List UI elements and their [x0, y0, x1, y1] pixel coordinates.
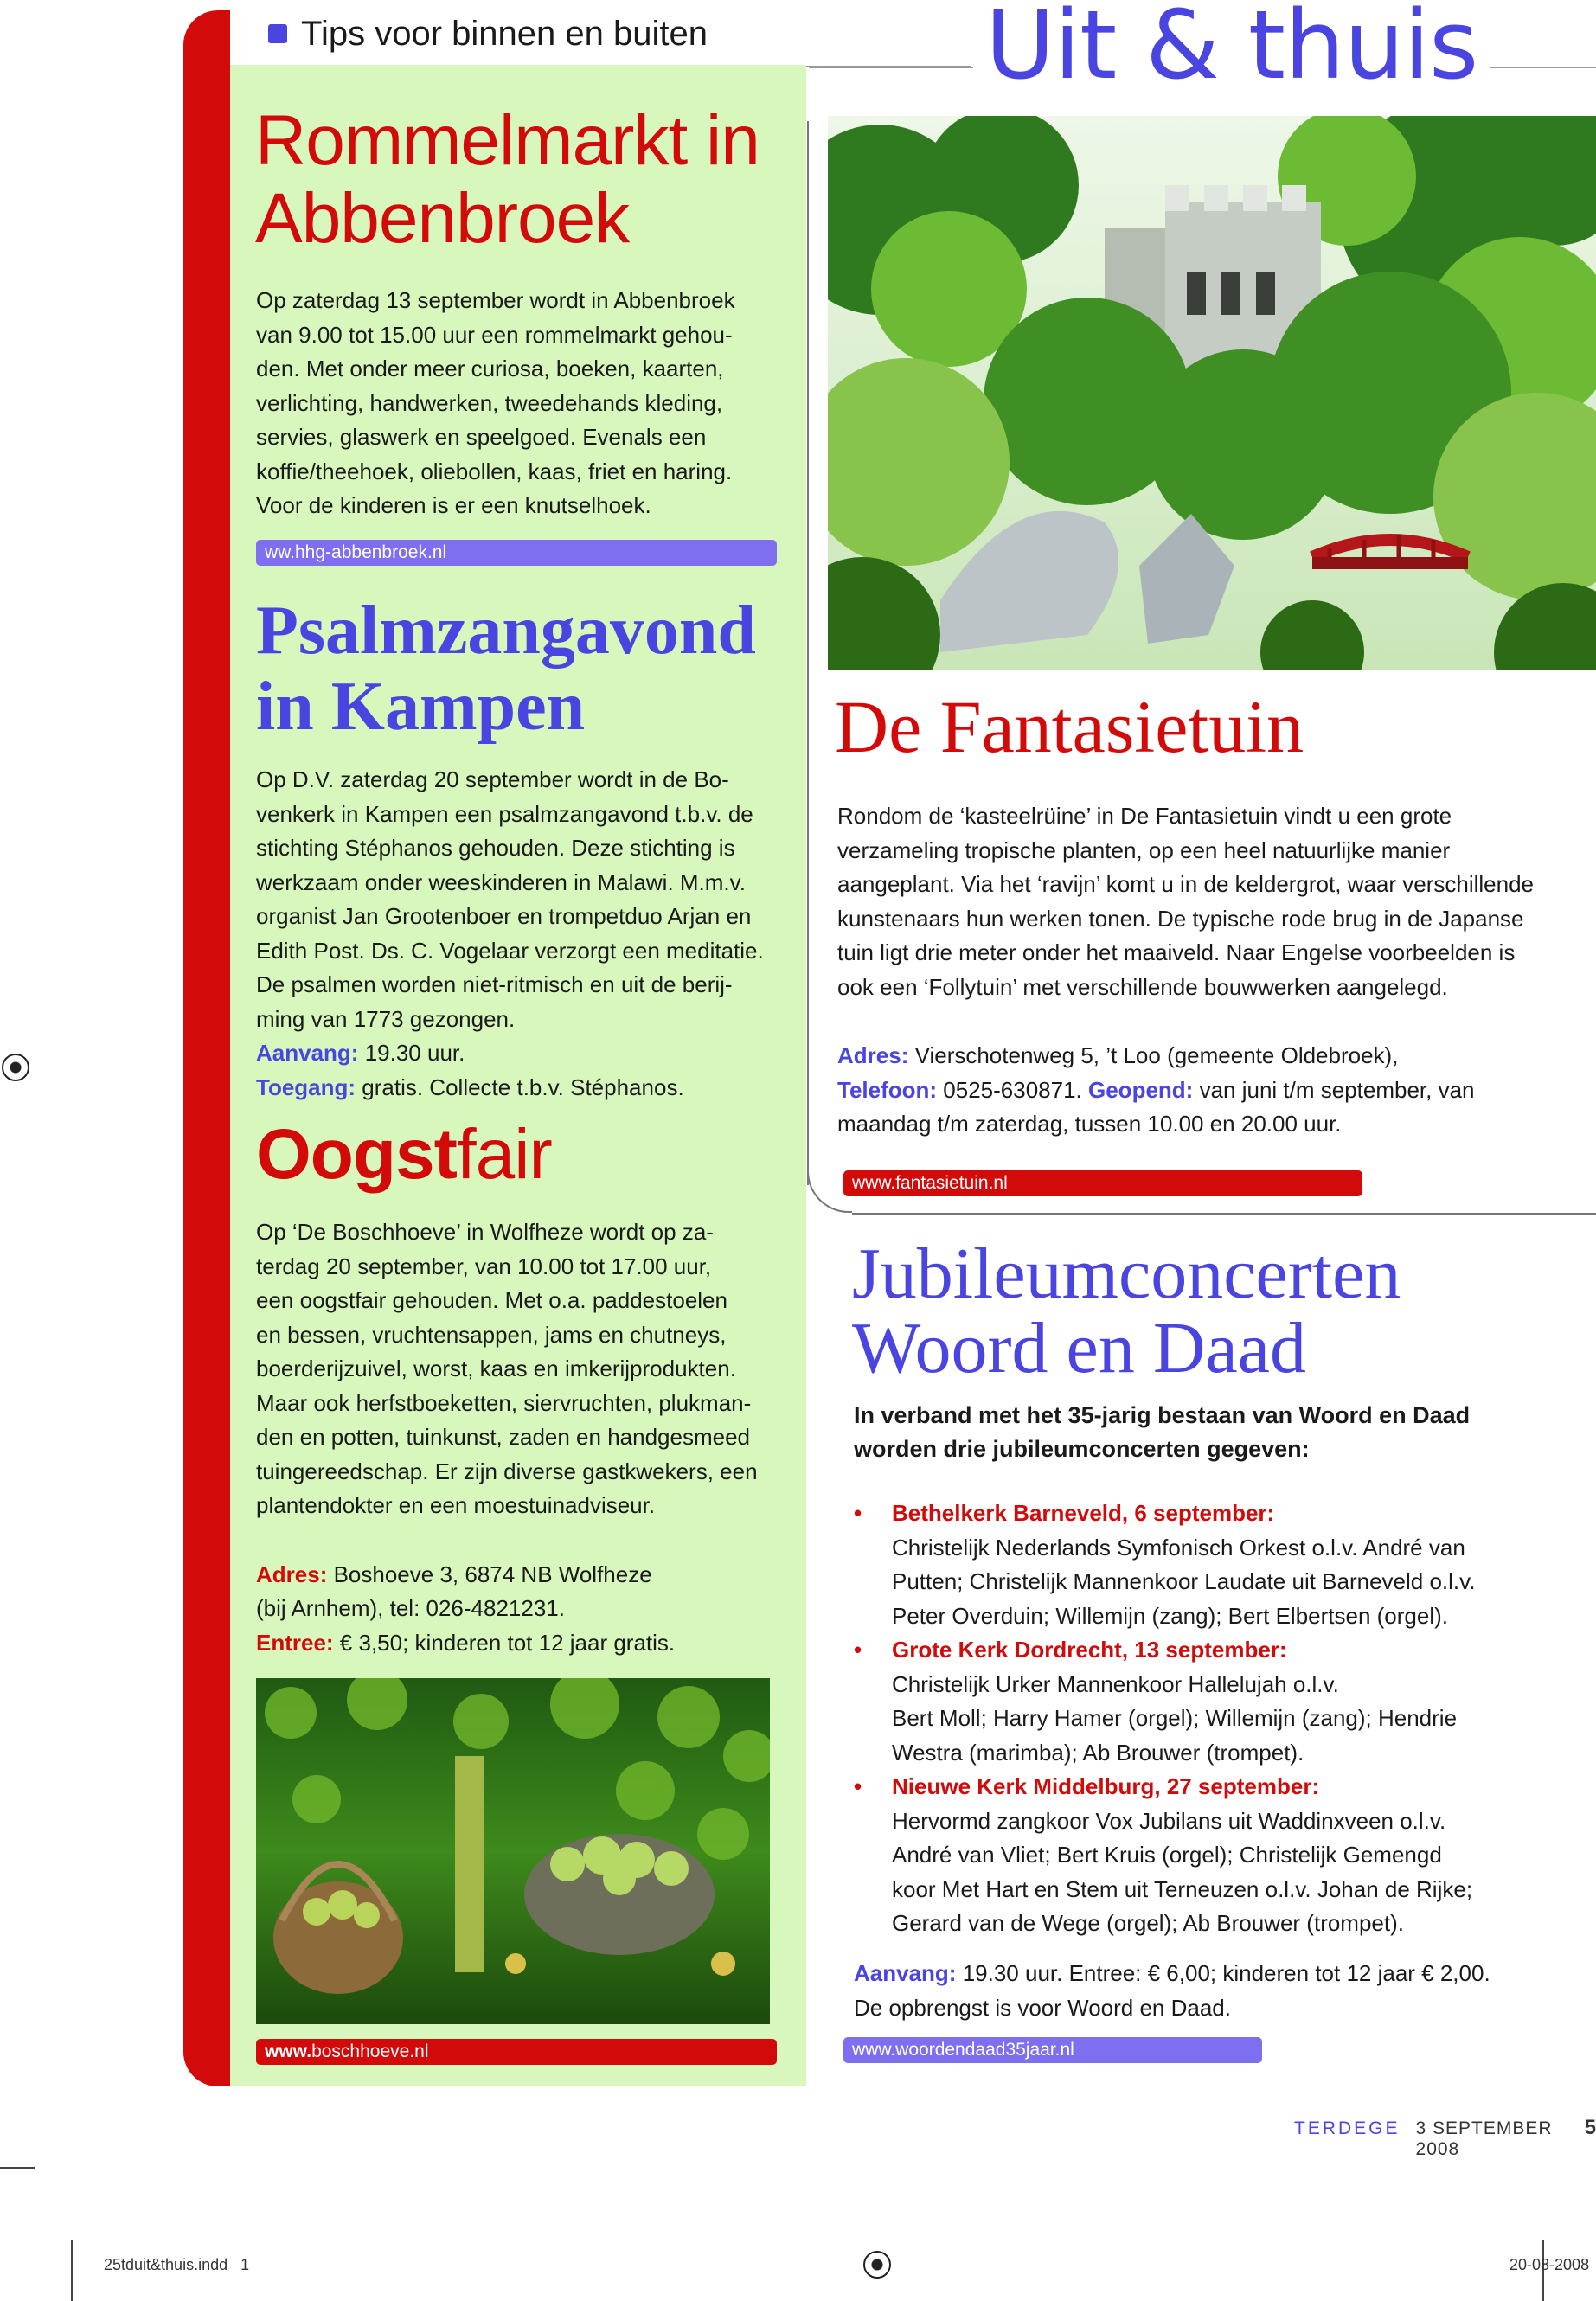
- publication-name: TERDEGE: [1294, 2118, 1401, 2138]
- body-line: aangeplant. Via het ‘ravijn’ komt u in de keldergrot, waar verschillende: [837, 871, 1535, 897]
- telefoon-label: Telefoon:: [837, 1076, 938, 1103]
- intro-line: In verband met het 35-jarig bestaan van Woord en Daad: [854, 1402, 1471, 1428]
- body-line: tuingereedschap. Er zijn diverse gastkwekers, een: [256, 1458, 758, 1484]
- harvest-baskets-photo: [256, 1678, 770, 2024]
- magazine-section-title: Uit & thuis: [973, 0, 1490, 97]
- concert-line: Christelijk Nederlands Symfonisch Orkest o.l.v. André van: [892, 1534, 1465, 1561]
- concert-item: [854, 1770, 1589, 1941]
- fantasietuin-url-link[interactable]: www.fantasietuin.nl: [843, 1170, 1362, 1196]
- right-frame-bottom-line: [852, 1213, 1596, 1215]
- spacer: [837, 1004, 1590, 1039]
- concert-line: Westra (marimba); Ab Brouwer (trompet).: [892, 1739, 1304, 1766]
- adres-label: Adres:: [256, 1561, 328, 1587]
- slug-print-date: 20-08-2008: [1509, 2256, 1590, 2273]
- body-line: Voor de kinderen is er een knutselhoek.: [256, 492, 651, 518]
- bullet-square-icon: [268, 24, 287, 43]
- rommelmarkt-title: [255, 102, 760, 258]
- concert-line: Christelijk Urker Mannenkoor Hallelujah o.l.v.: [892, 1670, 1339, 1697]
- body-line: kunstenaars hun werken tonen. De typische rode brug in de Japanse: [837, 905, 1524, 932]
- url-www: www.: [265, 2041, 312, 2061]
- concert-line: koor Met Hart en Stem uit Terneuzen o.l.v. Johan de Rijke;: [892, 1875, 1473, 1902]
- jubileum-title-line2: Woord en Daad: [852, 1308, 1307, 1388]
- body-line: terdag 20 september, van 10.00 tot 17.00 uur,: [256, 1253, 712, 1279]
- page-footer: [1294, 2116, 1596, 2160]
- concert-item: [854, 1633, 1589, 1770]
- body-line: koffie/theehoek, oliebollen, kaas, friet en haring.: [256, 458, 733, 484]
- body-line: den en potten, tuinkunst, zaden en handgesmeed: [256, 1424, 750, 1450]
- body-line: venkerk in Kampen een psalmzangavond t.b.v. de: [256, 800, 753, 827]
- psalmzang-title: [256, 593, 756, 745]
- rommelmarkt-title-line2: Abbenbroek: [255, 179, 630, 258]
- registration-mark-icon: [2, 1054, 29, 1081]
- body-line: De psalmen worden niet-ritmisch en uit de berij-: [256, 971, 733, 997]
- bullet-icon: •: [854, 1773, 862, 1799]
- rommelmarkt-url-link[interactable]: ww.hhg-abbenbroek.nl: [256, 540, 777, 566]
- aanvang-value: 19.30 uur.: [358, 1040, 465, 1066]
- concert-list: [854, 1497, 1589, 1941]
- body-line: plantendokter en een moestuinadviseur.: [256, 1492, 656, 1518]
- body-line: Edith Post. Ds. C. Vogelaar verzorgt een meditatie.: [256, 937, 764, 964]
- fantasietuin-body: [837, 799, 1590, 1142]
- oogstfair-title: [256, 1116, 552, 1194]
- aanvang-label: Aanvang:: [256, 1040, 359, 1066]
- url-domain: boschhoeve.nl: [311, 2041, 429, 2061]
- aanvang-line: [256, 1036, 803, 1071]
- jubileum-title-line1: Jubileumconcerten: [852, 1234, 1401, 1314]
- toegang-value: gratis. Collecte t.b.v. Stéphanos.: [356, 1074, 684, 1100]
- concert-line: Bert Moll; Harry Hamer (orgel); Willemijn (zang); Hendrie: [892, 1705, 1458, 1731]
- red-spine-decoration: [183, 10, 234, 2086]
- body-line: den. Met onder meer curiosa, boeken, kaarten,: [256, 356, 724, 381]
- body-line: verlichting, handwerken, tweedehands kleding,: [256, 389, 723, 416]
- body-line: boerderijzuivel, worst, kaas en imkerijprodukten.: [256, 1356, 736, 1381]
- body-line: Op D.V. zaterdag 20 september wordt in de Bo-: [256, 766, 729, 792]
- aanvang-value: 19.30 uur. Entree: € 6,00; kinderen tot 12 jaar € 2,00.: [956, 1960, 1490, 1986]
- body-line: ming van 1773 gezongen.: [256, 1005, 516, 1032]
- concert-line: Gerard van de Wege (orgel); Ab Brouwer (trompet).: [892, 1910, 1404, 1936]
- concert-line: Putten; Christelijk Mannenkoor Laudate uit Barneveld o.l.v.: [892, 1568, 1476, 1594]
- jubileum-url-link[interactable]: www.woordendaad35jaar.nl: [843, 2037, 1262, 2063]
- proceeds-line: De opbrengst is voor Woord en Daad.: [854, 1994, 1231, 2021]
- body-line: organist Jan Grootenboer en trompetduo Arjan en: [256, 903, 752, 929]
- oogstfair-title-bold: Oogst: [256, 1115, 457, 1194]
- body-line: verzameling tropische planten, op een heel natuurlijke manier: [837, 836, 1451, 863]
- jubileum-footer-info: [854, 1957, 1589, 2025]
- opening-hours-line: maandag t/m zaterdag, tussen 10.00 en 20.00 uur.: [837, 1111, 1342, 1137]
- body-line: van 9.00 tot 15.00 uur een rommelmarkt gehou-: [256, 321, 733, 348]
- section-header: [268, 12, 708, 55]
- toegang-label: Toegang:: [256, 1074, 356, 1100]
- bullet-icon: •: [854, 1637, 862, 1663]
- issue-date: 3 SEPTEMBER 2008: [1415, 2118, 1553, 2159]
- entree-value: € 3,50; kinderen tot 12 jaar gratis.: [333, 1629, 676, 1656]
- crop-mark: [71, 2240, 73, 2301]
- toegang-line: [256, 1071, 803, 1106]
- concert-line: André van Vliet; Bert Kruis (orgel); Christelijk Gemengd: [892, 1842, 1442, 1868]
- body-line: en bessen, vruchtensappen, jams en chutneys,: [256, 1321, 727, 1348]
- adres-value: Boshoeve 3, 6874 NB Wolfheze: [327, 1561, 652, 1587]
- psalmzang-title-line2: in Kampen: [256, 669, 586, 745]
- section-label: Tips voor binnen en buiten: [301, 14, 708, 53]
- concert-heading: Bethelkerk Barneveld, 6 september:: [892, 1500, 1275, 1526]
- concert-item: [854, 1497, 1589, 1633]
- body-line: servies, glaswerk en speelgoed. Evenals een: [256, 424, 707, 450]
- body-line: Op zaterdag 13 september wordt in Abbenbroek: [256, 287, 735, 313]
- oogstfair-url-link[interactable]: [256, 2039, 777, 2065]
- adres-line2: (bij Arnhem), tel: 026-4821231.: [256, 1595, 565, 1621]
- rommelmarkt-title-line1: Rommelmarkt in: [255, 101, 760, 180]
- aanvang-label: Aanvang:: [854, 1960, 957, 1986]
- jubileum-title: [852, 1234, 1401, 1388]
- body-line: stichting Stéphanos gehouden. Deze stichting is: [256, 835, 735, 861]
- page-number: 5: [1584, 2116, 1596, 2139]
- fantasietuin-title: De Fantasietuin: [835, 685, 1304, 768]
- adres-label: Adres:: [837, 1042, 909, 1068]
- telefoon-value: 0525-630871.: [937, 1076, 1088, 1103]
- jubileum-intro: [854, 1399, 1470, 1466]
- oogstfair-title-light: fair: [456, 1115, 552, 1194]
- psalmzang-title-line1: Psalmzangavond: [256, 593, 756, 669]
- concert-line: Peter Overduin; Willemijn (zang); Bert Elbertsen (orgel).: [892, 1602, 1449, 1629]
- body-line: Op ‘De Boschhoeve’ in Wolfheze wordt op za-: [256, 1219, 714, 1245]
- concert-line: Hervormd zangkoor Vox Jubilans uit Waddinxveen o.l.v.: [892, 1807, 1446, 1834]
- entree-label: Entree:: [256, 1629, 334, 1656]
- rommelmarkt-body: [256, 284, 801, 523]
- bullet-icon: •: [854, 1500, 862, 1526]
- entree-line: [256, 1626, 803, 1661]
- body-line: Rondom de ‘kasteelrüine’ in De Fantasietuin vindt u een grote: [837, 803, 1452, 829]
- concert-heading: Grote Kerk Dordrecht, 13 september:: [892, 1637, 1287, 1663]
- crop-mark: [0, 2167, 35, 2169]
- adres-line: [837, 1039, 1590, 1074]
- body-line: tuin ligt drie meter onder het maaiveld. Naar Engelse voorbeelden is: [837, 939, 1516, 965]
- telefoon-line: [837, 1074, 1590, 1108]
- body-line: een oogstfair gehouden. Met o.a. paddestoelen: [256, 1287, 727, 1313]
- body-line: Maar ook herfstboeketten, siervruchten, plukman-: [256, 1389, 752, 1416]
- geopend-value: van juni t/m september, van: [1193, 1076, 1475, 1103]
- slug-file-name: 25tduit&thuis.indd 1: [104, 2256, 250, 2273]
- fantasietuin-garden-photo: [828, 116, 1596, 670]
- concert-heading: Nieuwe Kerk Middelburg, 27 september:: [892, 1773, 1320, 1799]
- spacer: [256, 1523, 803, 1558]
- adres-value: Vierschotenweg 5, ’t Loo (gemeente Oldebroek),: [908, 1042, 1399, 1068]
- registration-mark-icon: [863, 2251, 891, 2279]
- psalmzang-body: [256, 763, 803, 1105]
- aanvang-line: [854, 1957, 1589, 1991]
- body-line: ook een ‘Follytuin’ met verschillende bouwwerken aangelegd.: [837, 973, 1448, 1000]
- geopend-label: Geopend:: [1088, 1076, 1194, 1103]
- adres-line: [256, 1558, 803, 1593]
- intro-line: worden drie jubileumconcerten gegeven:: [854, 1436, 1310, 1462]
- oogstfair-body: [256, 1215, 803, 1660]
- body-line: werkzaam onder weeskinderen in Malawi. M.m.v.: [256, 868, 746, 895]
- right-frame-line: [807, 121, 809, 1185]
